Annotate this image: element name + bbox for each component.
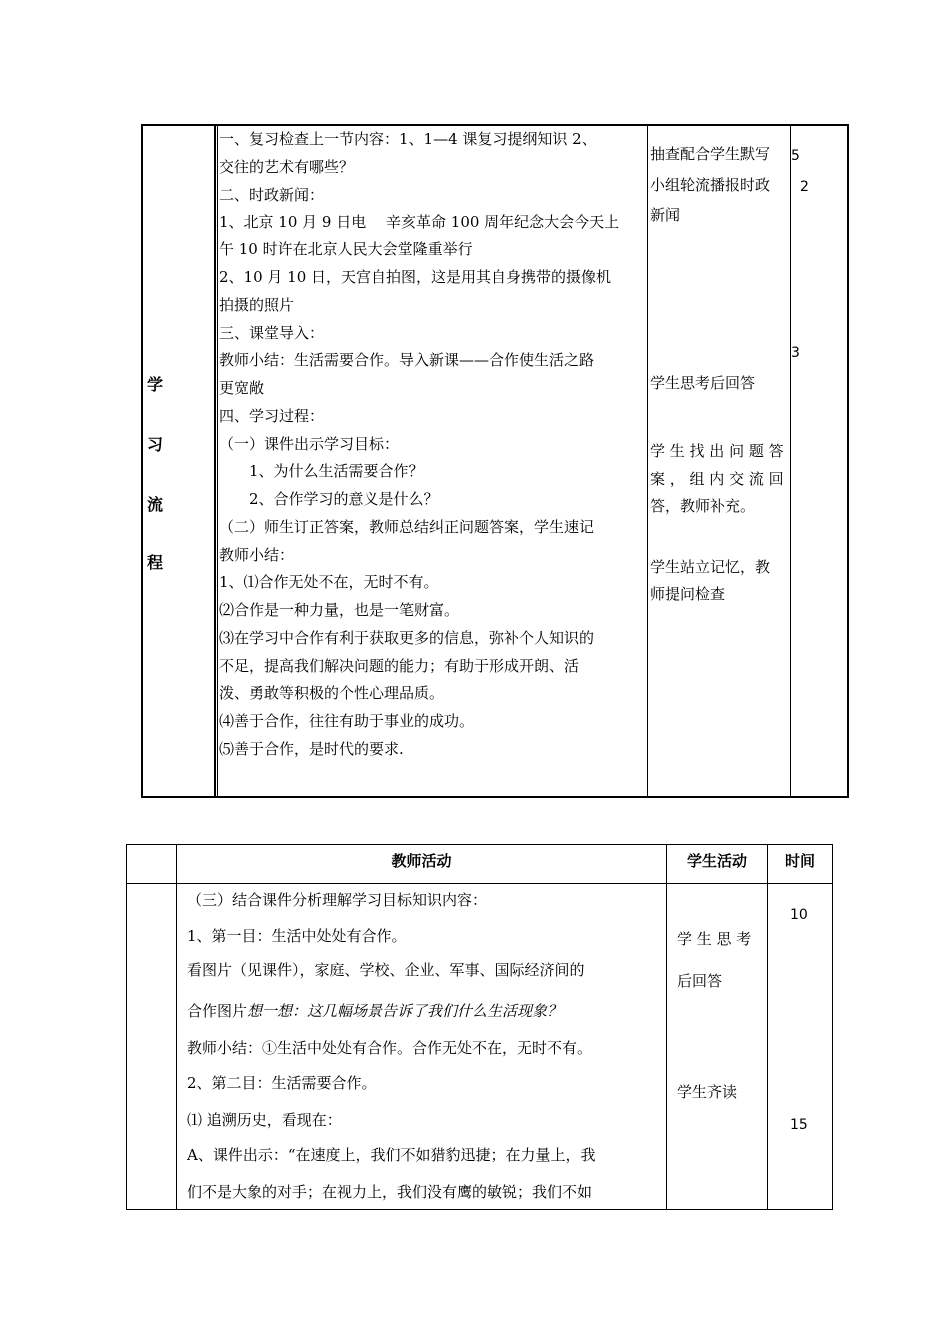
text-line: 教师小结：①生活中处处有合作。合作无处不在，无时不有。 [187,1039,593,1057]
text-line: 2、合作学习的意义是什么？ [219,490,439,508]
row-label [143,126,216,796]
text-line: 教师小结：生活需要合作。导入新课——合作使生活之路 [219,351,595,369]
text-line: 看图片（见课件），家庭、学校、企业、军事、国际经济间的 [187,961,585,979]
text-line: 学 生 思 考 [677,930,752,948]
text-line: 答，教师补充。 [650,497,756,515]
column-divider [176,845,177,1209]
text-line: 小组轮流播报时政 [650,176,771,194]
text-line: 拍摄的照片 [219,296,295,314]
text-line: 1、第一目：生活中处处有合作。 [187,927,407,945]
text-line: 泼、勇敢等积极的个性心理品质。 [219,684,445,702]
header-teacher-activity: 教师活动 [391,852,452,870]
text-line: 教师小结： [219,546,295,564]
lesson-flow-table [141,124,849,798]
time-value: 5 [791,148,800,164]
text-line: ⑸善于合作，是时代的要求. [219,740,404,758]
text-line: （一）课件出示学习目标： [219,435,400,453]
row-label-char: 学 [147,375,164,394]
column-divider [647,126,648,796]
text-line: 师提问检查 [650,585,726,603]
text-line: 交往的艺术有哪些？ [219,158,355,176]
text-line: 2、10 月 10 日，天宫自拍图，这是用其自身携带的摄像机 [219,268,612,286]
text-line: ⑷善于合作，往往有助于事业的成功。 [219,712,475,730]
text-line: 更宽敞 [219,379,265,397]
text-line: 一、复习检查上一节内容：1、1—4 课复习提纲知识 2、 [219,130,597,148]
text-line: 三、课堂导入： [219,324,325,342]
header-student-activity: 学生活动 [686,852,747,870]
think-prompt: 想一想：这几幅场景告诉了我们什么生活现象？ [247,1002,563,1020]
activity-table [126,844,833,1210]
text-line: 学生思考后回答 [650,374,756,392]
text-line: 1、⑴合作无处不在，无时不有。 [219,573,439,591]
text-line: 们不是大象的对手；在视力上，我们没有鹰的敏锐；我们不如 [187,1183,593,1201]
text-line: 抽查配合学生默写 [650,145,771,163]
header-time: 时间 [784,852,815,870]
text-line: 新闻 [650,206,681,224]
header-divider [127,883,832,884]
text-line: ⑴ 追溯历史，看现在： [187,1111,342,1129]
time-value: 10 [790,907,808,923]
text-line: 后回答 [677,972,723,990]
row-label-char: 习 [147,435,164,454]
text-segment: 合作图片 [187,1002,248,1020]
text-line: 学生齐读 [677,1083,738,1101]
text-line: 学 生 找 出 问 题 答 [650,442,784,460]
text-line: 2、第二目：生活需要合作。 [187,1074,377,1092]
column-divider [217,126,218,796]
text-line: 四、学习过程： [219,407,325,425]
text-line: （三）结合课件分析理解学习目标知识内容： [187,891,488,909]
text-line: 不足，提高我们解决问题的能力；有助于形成开朗、活 [219,657,580,675]
text-line: 1、为什么生活需要合作？ [219,462,424,480]
text-line: 1、北京 10 月 9 日电 辛亥革命 100 周年纪念大会今天上 [219,213,620,231]
text-line: 案 ， 组 内 交 流 回 [650,470,784,488]
text-line: ⑵合作是一种力量，也是一笔财富。 [219,601,460,619]
text-line: 二、时政新闻： [219,186,325,204]
text-line: 午 10 时许在北京人民大会堂隆重举行 [219,240,473,258]
time-value: 15 [790,1117,808,1133]
text-line: ⑶在学习中合作有利于获取更多的信息，弥补个人知识的 [219,629,595,647]
column-divider [767,845,768,1209]
time-value: 2 [800,179,809,195]
time-value: 3 [791,345,800,361]
row-label-char: 程 [147,553,164,572]
text-line: 学生站立记忆，教 [650,558,771,576]
text-line: A、课件出示：“在速度上，我们不如猎豹迅捷；在力量上，我 [187,1146,596,1164]
text-line [187,1001,562,1021]
text-line: （二）师生订正答案，教师总结纠正问题答案，学生速记 [219,518,595,536]
row-label-char: 流 [147,495,164,514]
column-divider [666,845,667,1209]
column-divider [790,126,791,796]
